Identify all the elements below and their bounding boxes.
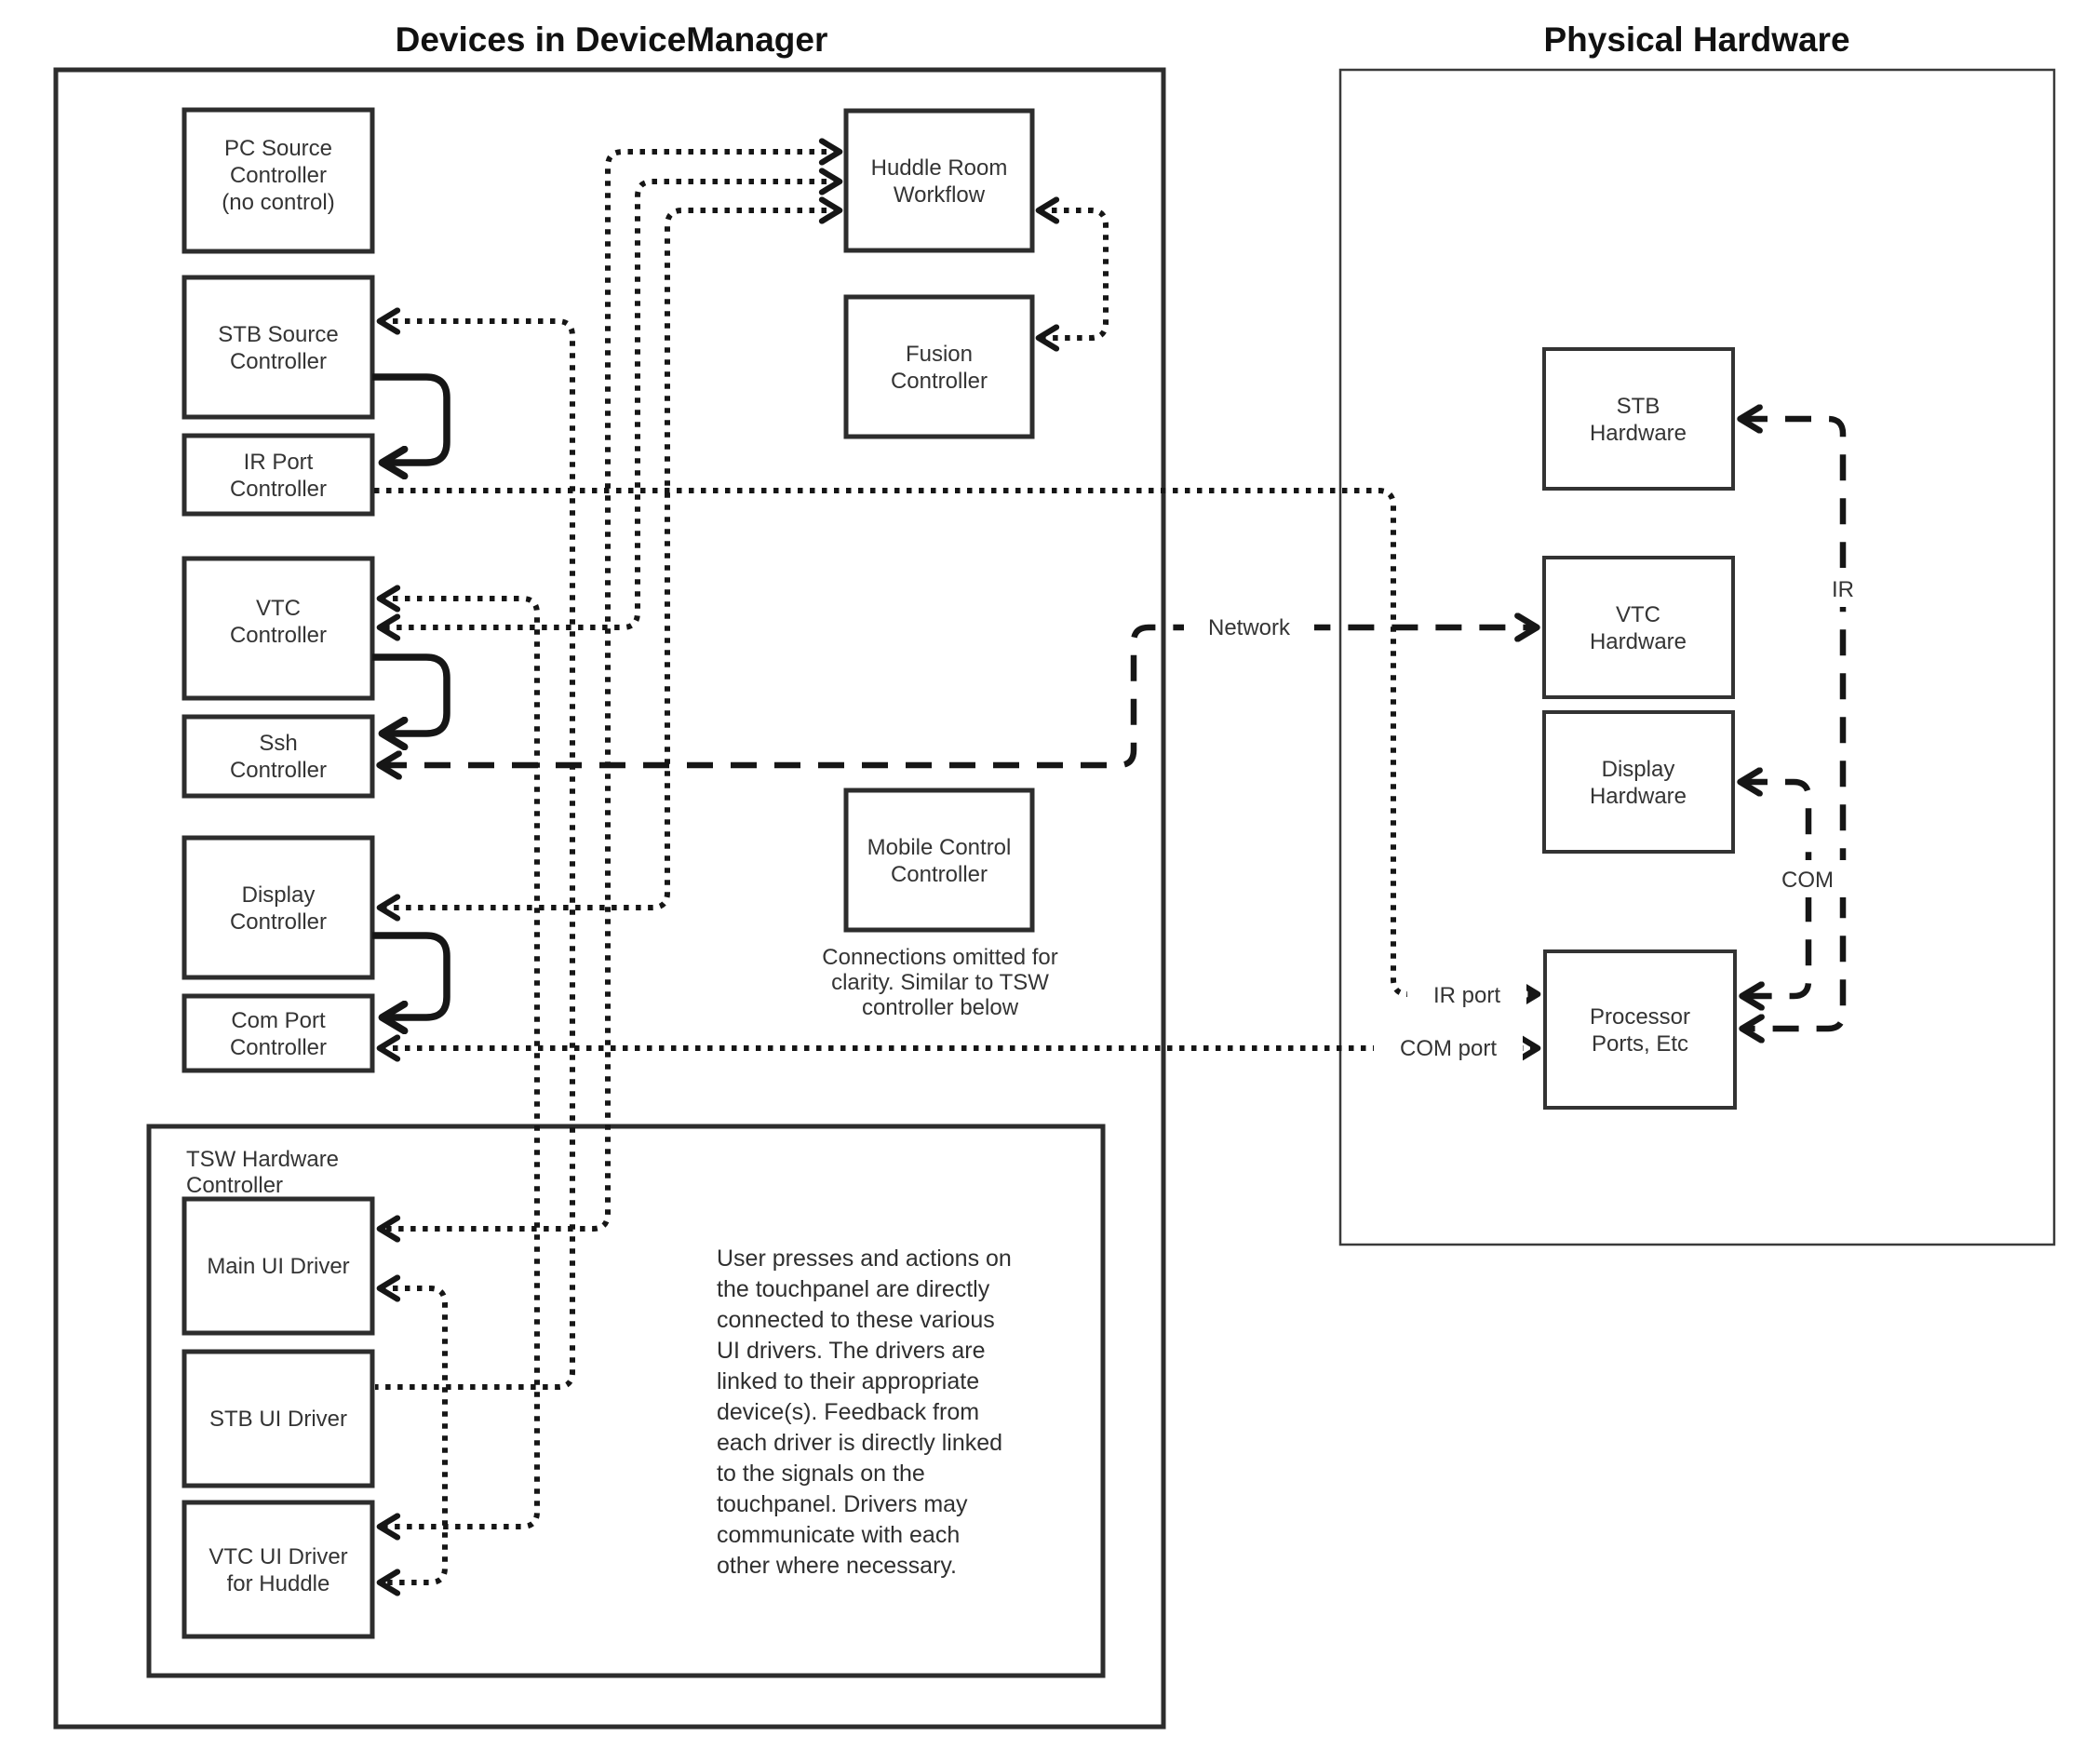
node-ssh-controller (184, 717, 372, 796)
com-label: COM (1781, 868, 1834, 893)
connector-vtc-to-ssh (372, 657, 447, 734)
tsw-container-label-line2: Controller (186, 1173, 284, 1198)
vtc-ui-driver-label-line1: VTC UI Driver (208, 1544, 348, 1569)
connector-display-to-com-port (372, 936, 447, 1017)
vtc-hw-label-line2: Hardware (1589, 629, 1687, 654)
stb-hw-label-line2: Hardware (1589, 421, 1687, 446)
ssh-label-line1: Ssh (259, 731, 298, 756)
tsw-paragraph-line5: linked to their appropriate (717, 1368, 980, 1394)
huddle-label-line2: Workflow (893, 182, 986, 208)
vtc-hw-label-line1: VTC (1616, 602, 1660, 627)
vtc-ui-driver-label-line2: for Huddle (226, 1571, 330, 1596)
left-section-title: Devices in DeviceManager (395, 20, 828, 59)
display-hw-label-line2: Hardware (1589, 784, 1687, 809)
connector-ssh-network-vtc-hardware (381, 627, 1536, 765)
node-vtc-ui-driver (184, 1502, 372, 1636)
node-fusion-controller (846, 297, 1032, 437)
node-vtc-hardware (1544, 558, 1733, 697)
tsw-paragraph-line2: the touchpanel are directly (717, 1276, 990, 1302)
connector-huddle-workflow-fusion-controller (1040, 210, 1106, 338)
com-port-controller-label-line2: Controller (229, 1035, 328, 1060)
com-port-label: COM port (1399, 1036, 1498, 1061)
connector-main-ui-driver-vtc-ui-driver (381, 1288, 445, 1582)
tsw-paragraph-line1: User presses and actions on (717, 1246, 1012, 1272)
ir-port-label-line1: IR Port (243, 450, 314, 475)
right-section-title: Physical Hardware (1543, 20, 1850, 59)
tsw-paragraph-line4: UI drivers. The drivers are (717, 1338, 986, 1364)
stb-hw-label-line1: STB (1616, 394, 1660, 419)
node-processor-ports (1545, 951, 1735, 1108)
node-display-hardware (1544, 712, 1733, 852)
com-port-controller-label-line1: Com Port (231, 1008, 326, 1033)
stb-source-label-line1: STB Source (218, 322, 339, 347)
pc-source-label-line1: PC Source (223, 136, 333, 161)
node-mobile-control-controller (846, 790, 1032, 930)
tsw-paragraph-line6: device(s). Feedback from (717, 1399, 980, 1425)
main-ui-driver-label: Main UI Driver (207, 1254, 350, 1279)
fusion-label-line1: Fusion (905, 342, 974, 367)
mobile-label-line2: Controller (890, 862, 988, 887)
pc-source-label-line3: (no control) (222, 190, 335, 215)
node-huddle-room-workflow (846, 111, 1032, 250)
tsw-paragraph-line11: other where necessary. (717, 1553, 957, 1579)
mobile-caption-line3: controller below (861, 995, 1019, 1020)
display-label-line1: Display (241, 882, 316, 908)
tsw-container-label-line1: TSW Hardware (186, 1147, 340, 1172)
node-stb-hardware (1544, 349, 1733, 489)
connector-stb-source-to-ir-port (372, 377, 447, 463)
connector-ir-processor-stb-hardware (1741, 419, 1843, 1029)
mobile-label-line1: Mobile Control (867, 835, 1012, 860)
pc-source-label-line2: Controller (229, 163, 328, 188)
tsw-paragraph-line9: touchpanel. Drivers may (717, 1491, 968, 1517)
mobile-caption-line1: Connections omitted for (822, 945, 1058, 970)
fusion-label-line2: Controller (890, 369, 988, 394)
tsw-paragraph-line3: connected to these various (717, 1307, 995, 1333)
vtc-label-line1: VTC (256, 596, 301, 621)
node-ir-port-controller (184, 436, 372, 514)
display-label-line2: Controller (229, 909, 328, 935)
tsw-paragraph-line8: to the signals on the (717, 1461, 925, 1487)
node-display-controller (184, 838, 372, 977)
tsw-paragraph-line7: each driver is directly linked (717, 1430, 1003, 1456)
network-label: Network (1207, 615, 1291, 640)
huddle-label-line1: Huddle Room (870, 155, 1008, 181)
node-stb-source-controller (184, 277, 372, 417)
ir-port-label-line2: Controller (229, 477, 328, 502)
processor-label-line1: Processor (1589, 1004, 1691, 1030)
tsw-paragraph-line10: communicate with each (717, 1522, 961, 1548)
mobile-caption-line2: clarity. Similar to TSW (831, 970, 1049, 995)
processor-label-line2: Ports, Etc (1591, 1031, 1689, 1057)
ssh-label-line2: Controller (229, 758, 328, 783)
ir-port-label: IR port (1432, 983, 1501, 1008)
vtc-label-line2: Controller (229, 623, 328, 648)
stb-source-label-line2: Controller (229, 349, 328, 374)
ir-label: IR (1832, 577, 1854, 602)
display-hw-label-line1: Display (1601, 757, 1675, 782)
stb-ui-driver-label: STB UI Driver (208, 1407, 348, 1432)
